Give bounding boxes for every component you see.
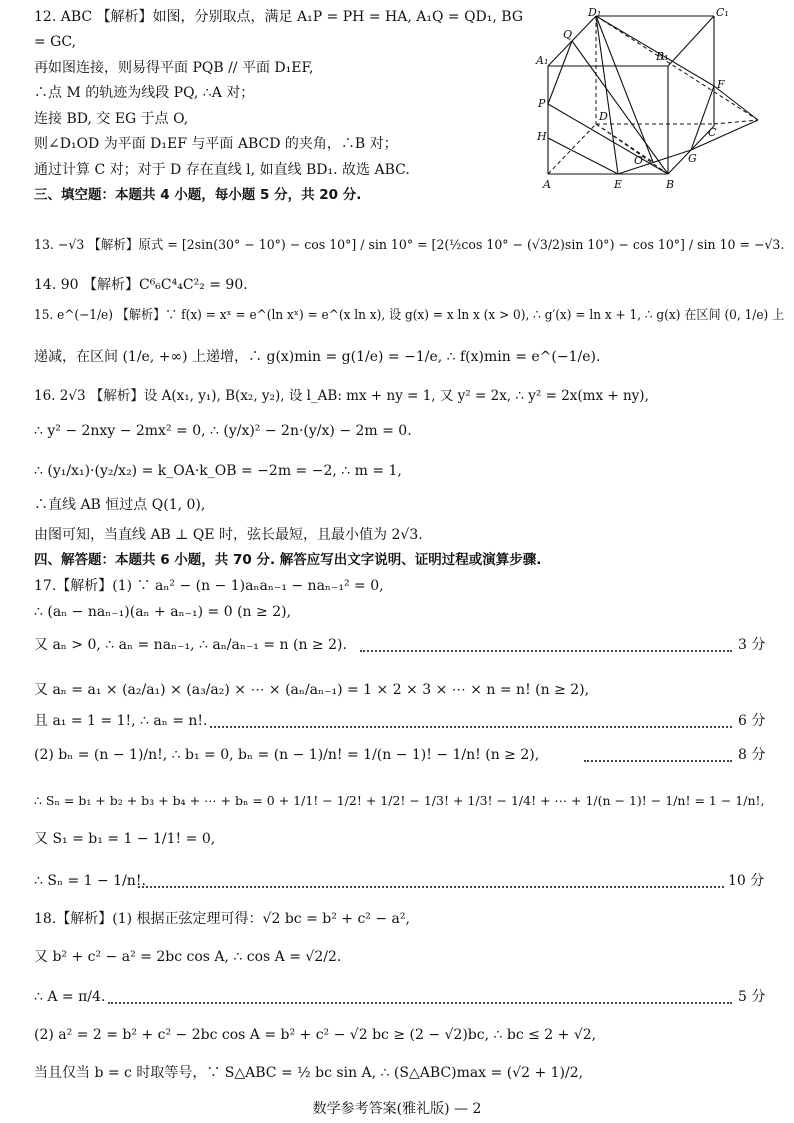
q17-line: 又 aₙ > 0, ∴ aₙ = naₙ₋₁, ∴ aₙ/aₙ₋₁ = n (n ≥ 2). [34, 637, 347, 653]
label-B1: B₁ [656, 50, 669, 63]
line-F-ext [714, 86, 758, 120]
q15-line: 递减，在区间 (1/e, +∞) 上递增，∴ g(x)min = g(1/e) = −1/e, ∴ f(x)min = e^(−1/e). [34, 349, 601, 365]
label-O: O [634, 154, 644, 167]
q18-line: (2) a² = 2 = b² + c² − 2bc cos A = b² + c² − √2 bc ≥ (2 − √2)bc, ∴ bc ≤ 2 + √2, [34, 1027, 597, 1043]
q15-answer-line: 15. e^(−1/e) 【解析】∵ f(x) = xˣ = e^(ln xˣ) = e^(x ln x), 设 g(x) = x ln x (x > 0), ∴ g′(x) = ln x + 1, ∴ g(x) 在区间 (0, 1/e) 上 [34, 308, 785, 323]
q18-line: 又 b² + c² − a² = 2bc cos A, ∴ cos A = √2/2. [34, 949, 342, 965]
q17-line: 且 a₁ = 1 = 1!, ∴ aₙ = n!. [34, 713, 208, 729]
score-mark: 10 分 [728, 873, 765, 889]
dot-leader [360, 650, 732, 652]
label-Q: Q [563, 28, 573, 41]
hidden-line-BD [596, 124, 668, 174]
q18-line: ∴ A = π/4. [34, 989, 106, 1005]
q16-answer-line: 16. 2√3 【解析】设 A(x₁, y₁), B(x₂, y₂), 设 l_AB: mx + ny = 1, 又 y² = 2x, ∴ y² = 2x(mx + ny), [34, 388, 649, 404]
line-D1O [596, 16, 653, 162]
label-F: F [717, 78, 725, 91]
line-QB [572, 41, 668, 174]
label-C1: C₁ [716, 6, 729, 19]
q17-line: (2) bₙ = (n − 1)/n!, ∴ b₁ = 0, bₙ = (n − 1)/n! = 1/(n − 1)! − 1/n! (n ≥ 2), [34, 747, 540, 763]
q17-line: ∴ Sₙ = 1 − 1/n!. [34, 873, 146, 889]
q17-line: ∴ Sₙ = b₁ + b₂ + b₃ + b₄ + ⋯ + bₙ = 0 + 1/1! − 1/2! + 1/2! − 1/3! + 1/3! − 1/4! + ⋯ + 1/(n − 1)! − 1/n! = 1 − 1/n!, [34, 793, 765, 808]
hidden-line-D1-ext [596, 16, 758, 120]
label-A1: A₁ [536, 54, 549, 67]
q16-line: ∴ (y₁/x₁)·(y₂/x₂) = k_OA·k_OB = −2m = −2, ∴ m = 1, [34, 463, 402, 479]
q13-answer-line: 13. −√3 【解析】原式 = [2sin(30° − 10°) − cos 10°] / sin 10° = [2(½cos 10° − (√3/2)sin 10°) − cos 10°] / sin 10 = −√3. [34, 238, 785, 253]
q12-line: 通过计算 C 对；对于 D 存在直线 l, 如直线 BD₁. 故选 ABC. [34, 162, 410, 178]
line-HE [548, 138, 618, 174]
label-G: G [688, 152, 697, 165]
section-heading-fill-in: 三、填空题：本题共 4 小题，每小题 5 分，共 20 分. [34, 187, 362, 203]
dot-leader [584, 760, 732, 762]
cube-figure [532, 4, 788, 192]
score-mark: 5 分 [738, 989, 766, 1005]
dot-leader [138, 886, 724, 888]
label-H: H [537, 130, 547, 143]
label-D1: D₁ [588, 6, 602, 19]
label-E: E [614, 178, 623, 191]
dot-leader [210, 726, 732, 728]
line-D1F [596, 16, 714, 86]
dot-leader [108, 1002, 732, 1004]
q16-line: 由图可知，当直线 AB ⊥ QE 时，弦长最短，且最小值为 2√3. [34, 527, 423, 543]
line-FG [691, 86, 714, 150]
q17-line: 又 aₙ = a₁ × (a₂/a₁) × (a₃/a₂) × ⋯ × (aₙ/aₙ₋₁) = 1 × 2 × 3 × ⋯ × n = n! (n ≥ 2), [34, 682, 590, 698]
score-mark: 6 分 [738, 713, 766, 729]
q12-line: ∴点 M 的轨迹为线段 PQ, ∴A 对； [34, 85, 255, 101]
q16-line: ∴ y² − 2nxy − 2mx² = 0, ∴ (y/x)² − 2n·(y/x) − 2m = 0. [34, 423, 412, 439]
q16-line: ∴直线 AB 恒过点 Q(1, 0), [34, 497, 206, 513]
label-D: D [599, 110, 608, 123]
q12-line: 再如图连接，则易得平面 PQB // 平面 D₁EF, [34, 60, 314, 76]
hidden-line-DO [596, 124, 653, 162]
q12-line: 连接 BD, 交 EG 于点 O, [34, 111, 189, 127]
page-footer: 数学参考答案(雅礼版) — 2 [312, 1101, 482, 1117]
line-D1E [596, 16, 618, 174]
q14-answer-line: 14. 90 【解析】C⁶₆C⁴₄C²₂ = 90. [34, 277, 248, 293]
label-A: A [543, 178, 551, 191]
q18-line: 18.【解析】(1) 根据正弦定理可得：√2 bc = b² + c² − a², [34, 911, 410, 927]
score-mark: 3 分 [738, 637, 766, 653]
line-PQ [548, 41, 572, 104]
edge-C1B1 [668, 16, 714, 66]
section-heading-solutions: 四、解答题：本题共 6 小题，共 70 分. 解答应写出文字说明、证明过程或演算步骤. [34, 552, 542, 568]
q17-line: ∴ (aₙ − naₙ₋₁)(aₙ + aₙ₋₁) = 0 (n ≥ 2), [34, 604, 292, 620]
q17-line: 17.【解析】(1) ∵ aₙ² − (n − 1)aₙaₙ₋₁ − naₙ₋₁² = 0, [34, 578, 384, 594]
label-B: B [666, 178, 675, 191]
q12-answer-line: 12. ABC 【解析】如图，分别取点，满足 A₁P = PH = HA, A₁Q = QD₁, BG [34, 9, 524, 25]
label-C: C [708, 126, 717, 139]
q17-line: 又 S₁ = b₁ = 1 − 1/1! = 0, [34, 831, 216, 847]
score-mark: 8 分 [738, 747, 766, 763]
q12-line: 则∠D₁OD 为平面 D₁EF 与平面 ABCD 的夹角，∴B 对； [34, 136, 398, 152]
q18-line: 当且仅当 b = c 时取等号，∵ S△ABC = ½ bc sin A, ∴ (S△ABC)max = (√2 + 1)/2, [34, 1065, 584, 1081]
hidden-edge-AD [548, 124, 596, 174]
q12-line: = GC, [34, 34, 77, 50]
label-P: P [538, 97, 546, 110]
